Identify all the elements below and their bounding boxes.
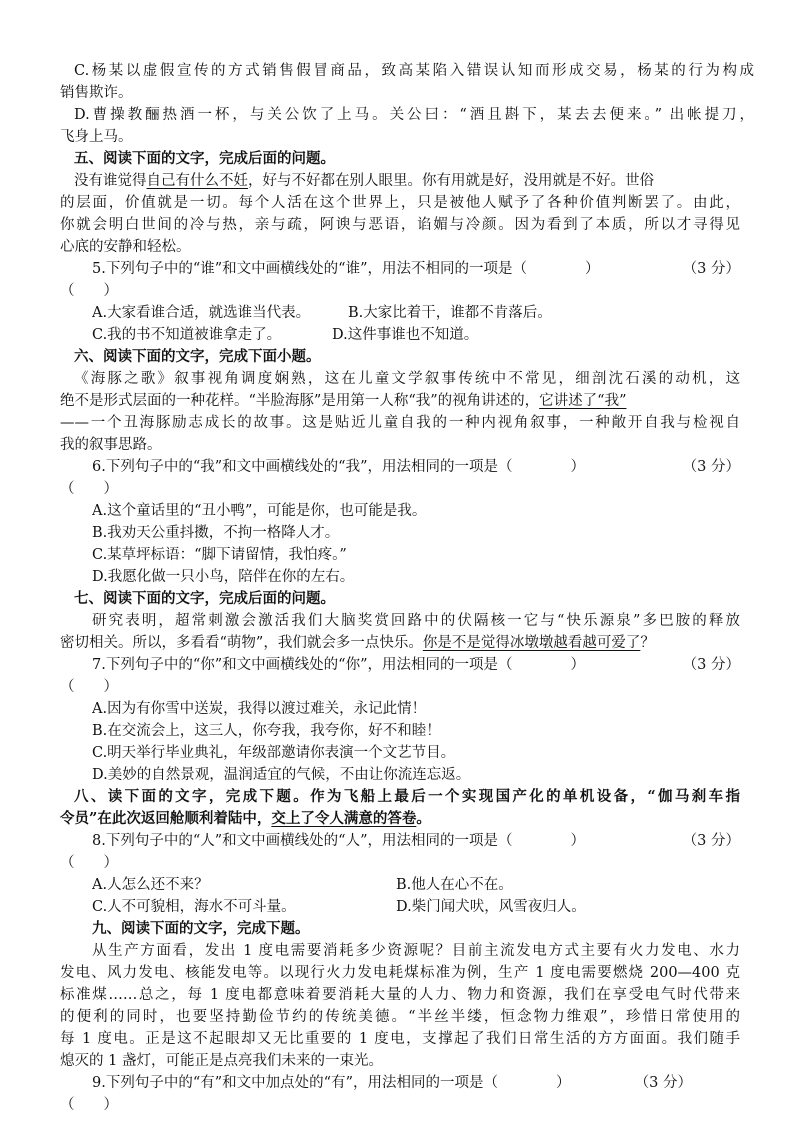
option-a: A.大家看谁合适，就选谁当代表。: [92, 305, 311, 321]
score-label: （3 分）: [682, 657, 740, 673]
section-9-passage-line5: 每 1 度电。正是这不起眼却又无比重要的 1 度电，支撑起了我们日常生活的方方面面。我们随手: [60, 1031, 740, 1047]
q4-option-c-line2: 销售欺诈。: [60, 85, 133, 101]
question-text: 8.下列句子中的“人”和文中画横线处的“人”，用法相同的一项是（ ）: [92, 833, 585, 849]
question-7: [92, 654, 740, 676]
option-c: C.明天举行毕业典礼，年级部邀请你表演一个文艺节目。: [92, 745, 456, 761]
answer-paren: （ ）: [60, 481, 118, 497]
section-7-passage-line1: 研究表明，超常刺激会激活我们大脑奖赏回路中的伏隔核一它与“快乐源泉”多巴胺的释放: [92, 613, 740, 629]
section-9-passage-line3: 标准煤……总之，每 1 度电都意味着要消耗大量的人力、物力和资源，我们在享受电气时代带来: [60, 987, 740, 1003]
section-6-passage-line1: 《海豚之歌》叙事视角调度娴熟，这在儿童文学叙事传统中不常见，细剖沈石溪的动机，这: [74, 371, 740, 387]
answer-paren: （ ）: [60, 283, 118, 299]
option-a: A.这个童话里的“丑小鸭”，可能是你，也可能是我。: [92, 503, 427, 519]
section-9-passage-line1: 从生产方面看，发出 1 度电需要消耗多少资源呢？目前主流发电方式主要有火力发电、水力: [92, 943, 740, 959]
option-d: D.柴门闻犬吠，风雪夜归人。: [396, 899, 586, 915]
option-b: B.他人在心不在。: [396, 877, 513, 893]
question-8-options-row2: [92, 896, 740, 918]
answer-paren: （ ）: [60, 855, 118, 871]
section-5-passage-line1: [74, 170, 754, 192]
score-label: （3 分）: [682, 261, 740, 277]
passage-text: 令员”在此次返回舱顺利着陆中，: [60, 810, 272, 827]
section-5-passage-line4: 心底的安静和轻松。: [60, 239, 191, 255]
question-5-options-row1: [92, 302, 740, 324]
passage-text: 密切相关。所以，多看看“萌物”，我们就会多一点快乐。: [60, 635, 423, 651]
question-text: 6.下列句子中的“我”和文中画横线处的“我”，用法相同的一项是（ ）: [92, 459, 585, 475]
passage-text: 。: [416, 810, 431, 827]
answer-paren: （ ）: [60, 679, 118, 695]
option-a: A.因为有你雪中送炭，我得以渡过难关，永记此情！: [92, 701, 427, 717]
passage-text: ，好与不好都在别人眼里。你有用就是好，没用就是不好。世俗: [248, 173, 654, 189]
question-text: 7.下列句子中的“你”和文中画横线处的“你”，用法相同的一项是（ ）: [92, 657, 585, 673]
option-d: D.我愿化做一只小鸟，陪伴在你的左右。: [92, 569, 355, 585]
answer-paren: （ ）: [60, 1097, 118, 1113]
section-6-passage-line2: [60, 390, 740, 412]
underlined-phrase: 自己有什么不妊: [146, 173, 248, 189]
section-6-passage-line3: ——一个丑海豚励志成长的故事。这是贴近儿童自我的一种内视角叙事，一种敞开自我与检视自: [60, 415, 740, 431]
section-9-passage-line6: 熄灭的 1 盏灯，可能正是点亮我们未来的一束光。: [60, 1053, 383, 1069]
section-6-heading: 六、阅读下面的文字，完成下面小题。: [74, 348, 321, 365]
section-5-passage-line3: 你就会明白世间的冷与热，亲与疏，阿谀与恶语，谄媚与冷颜。因为看到了本质，所以才寻得见: [60, 217, 740, 233]
passage-text: ？: [640, 635, 655, 651]
section-8-heading-line1: 八、读下面的文字，完成下题。作为飞船上最后一个实现国产化的单机设备，“伽马刹车指: [74, 788, 740, 805]
underlined-phrase: 交上了令人满意的答卷: [271, 810, 417, 827]
question-8: [92, 830, 740, 852]
question-text: 9.下列句子中的“有”和文中加点处的“有”，用法相同的一项是（ ）: [92, 1075, 571, 1091]
question-text: 5.下列句子中的“谁”和文中画横线处的“谁”，用法不相同的一项是（ ）: [92, 261, 600, 277]
question-6: [92, 456, 740, 478]
section-7-heading: 七、阅读下面的文字，完成后面的问题。: [74, 590, 335, 607]
option-d: D.这件事谁也不知道。: [332, 327, 479, 343]
q4-option-d-line2: 飞身上马。: [60, 129, 133, 145]
option-c: C.我的书不知道被谁拿走了。: [92, 327, 282, 343]
section-9-heading: 九、阅读下面的文字，完成下题。: [92, 920, 310, 937]
underlined-phrase: 它讲述了“我”: [539, 393, 627, 409]
question-5-options-row2: [92, 324, 740, 346]
option-b: B.大家比着干，谁都不肯落后。: [348, 305, 552, 321]
section-9-passage-line4: 的便利的同时，也要坚持勤俭节约的传统美德。“半丝半缕，恒念物力维艰”，珍惜日常使用的: [60, 1009, 740, 1025]
section-9-passage-line2: 发电、风力发电、核能发电等。以现行火力发电耗煤标准为例，生产 1 度电需要燃烧 200—400 克: [60, 965, 740, 981]
question-8-options-row1: [92, 874, 740, 896]
passage-text: 绝不是形式层面的一种花样。“半脸海豚”是用第一人称“我”的视角讲述的，: [60, 393, 540, 409]
q4-option-d-line1: D.曹操教酾热酒一杯，与关公饮了上马。关公曰：“酒且斟下，某去去便来。” 出帐提刀，: [74, 107, 754, 123]
option-c: C.某草坪标语：“脚下请留情，我怕疼。”: [92, 547, 347, 563]
underlined-phrase: 你是不是觉得冰墩墩越看越可爱了: [422, 635, 641, 651]
option-a: A.人怎么还不来？: [92, 877, 209, 893]
passage-text: 没有谁觉得: [74, 173, 147, 189]
question-5: [92, 258, 740, 280]
section-5-heading: 五、阅读下面的文字，完成后面的问题。: [74, 150, 335, 167]
section-8-heading-line2: [60, 808, 740, 830]
q4-option-c-line1: C.杨某以虚假宣传的方式销售假冒商品，致高某陷入错误认知而形成交易，杨某的行为构成: [74, 63, 754, 79]
score-label: （3 分）: [682, 459, 740, 475]
section-7-passage-line2: [60, 632, 740, 654]
question-9: [92, 1072, 692, 1094]
score-label: （3 分）: [682, 833, 740, 849]
option-b: B.我劝天公重抖擞，不拘一格降人才。: [92, 525, 340, 541]
option-c: C.人不可貌相，海水不可斗量。: [92, 899, 296, 915]
section-5-passage-line2: 的层面，价值就是一切。每个人活在这个世界上，只是被他人赋予了各种价值判断罢了。由此，: [60, 195, 740, 211]
section-6-passage-line4: 我的叙事思路。: [60, 437, 162, 453]
score-label: （3 分）: [634, 1075, 692, 1091]
option-d: D.美妙的自然景观，温润适宜的气候，不由让你流连忘返。: [92, 767, 471, 783]
option-b: B.在交流会上，这三人，你夸我，我夸你，好不和睦！: [92, 723, 441, 739]
